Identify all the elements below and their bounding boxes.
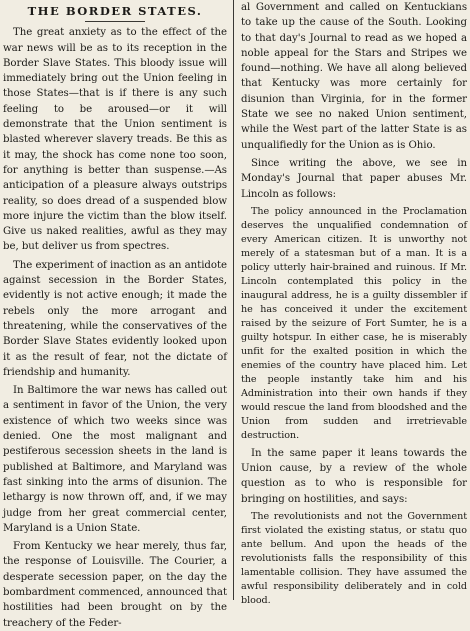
paragraph-continuation: al Government and called on Kentuckians to take up the cause of the South. Looking to that day's Journal to read as we hoped a noble appeal for the Stars and Stripes we found—nothing. We have all along believed that Kentucky was more certainly for disunion than Virginia, for in the former State we see no naked Union sentiment, while the West part of the latter State is as unqualifiedly for the Union as is Ohio. (241, 2, 467, 151)
left-column (3, 0, 227, 629)
headline-divider (85, 21, 145, 22)
paragraph-since-writing: Since writing the above, we see in Monday's Journal that paper abuses Mr. Lincoln as follows: (241, 157, 467, 200)
article-headline: THE BORDER STATES. (27, 4, 203, 18)
paragraph-same-paper: In the same paper it leans towards the Union cause, by a review of the whole question as to who is responsible for bringing on hostilities, and says: (241, 447, 467, 505)
paragraph-baltimore: In Baltimore the war news has called out a sentiment in favor of the Union, the very existence of which two weeks since was denied. One the most malignant and pestiferous secession sheets in the land is published at Baltimore, and Maryland was fast sinking into the arms of disunion. The lethargy is now thrown off, and, if we may judge from her great commercial center, Maryland is a Union State. (3, 385, 227, 534)
quoted-proclamation-passage: The policy announced in the Proclamation deserves the unqualified condemnation of every American citizen. It is unworthy not merely of a statesman but of a man. It is a policy utterly hair-brained and ruinous. If Mr. Lincoln contemplated this policy in the inaugural address, he is a guilty dissembler if he has conceived it under the excitement raised by the seizure of Fort Sumter, he is a guilty hotspur. In either case, he is miserably unfit for the exalted position in which the enemies of the country have placed him. Let the people instantly take him and his Administration into their own hands if they would rescue the land from bloodshed and the Union from sudden and irretrievable destruction. (241, 205, 467, 441)
paragraph-kentucky: From Kentucky we hear merely, thus far, the response of Louisville. The Courier, a desperate secession paper, on the day the bombardment commenced, announced that hostilities had been brought on by the treachery of the Feder- (3, 541, 227, 629)
column-divider (233, 0, 234, 600)
quoted-revolutionists-passage: The revolutionists and not the Government first violated the existing status, or statu quo ante bellum. And upon the heads of the revolutionists falls the responsibility of this lamentable collision. They have assumed the awful responsibility deliberately and in cold blood. (241, 511, 467, 607)
paragraph-great-anxiety: The great anxiety as to the effect of the war news will be as to its reception in the Border Slave States. This bloody issue will immediately bring out the Union feeling in those States—that is if there is any such feeling to be aroused—or it will demonstrate that the Union sentiment is blasted wherever slavery treads. Be this as it may, the shock has come none too soon, for anything is better than suspense.—As anticipation of a pleasure always outstrips reality, so does dread of a suspended blow more injure the victim than the blow itself. Give us naked realities, awful as they may be, but deliver us from spectres. (3, 27, 227, 253)
paragraph-experiment-of-inaction: The experiment of inaction as an antidote against secession in the Border States, evidently is not active enough; it made the rebels only the more arrogant and threatening, while the conservatives of the Border Slave States evidently looked upon it as the result of fear, not the dictate of friendship and humanity. (3, 259, 227, 378)
right-column (241, 0, 467, 607)
